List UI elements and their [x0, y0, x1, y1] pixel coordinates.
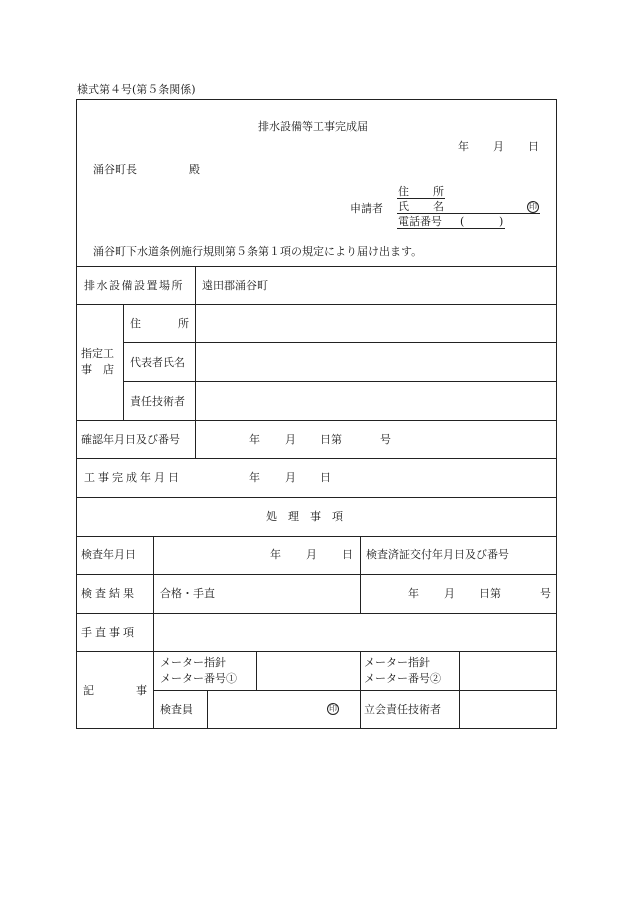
address-label-2: 所: [433, 185, 444, 198]
rework-label: 手直事項: [81, 626, 137, 639]
name-label-2: 名: [433, 200, 444, 213]
row-divider: [76, 458, 557, 459]
inspection-date-label: 検査年月日: [81, 548, 136, 561]
phone-paren-close: ): [499, 215, 504, 228]
row-divider: [123, 342, 557, 343]
col-divider: [195, 304, 196, 458]
location-label: 排水設備設置場所: [84, 279, 184, 292]
address-underline: [397, 198, 445, 199]
result-number: 号: [540, 587, 551, 600]
completion-year: 年: [249, 471, 260, 484]
contractor-address-label-2: 所: [178, 317, 189, 330]
inspection-result-label: 検査結果: [81, 587, 137, 600]
notes-label-2: 事: [136, 684, 147, 697]
confirmation-year: 年: [249, 433, 260, 446]
col-divider: [123, 304, 124, 420]
form-number: 様式第４号(第５条関係): [77, 83, 196, 96]
applicant-seal-icon: 印: [529, 202, 537, 211]
applicant-label: 申請者: [350, 202, 383, 215]
row-divider: [76, 266, 557, 267]
completion-day: 日: [320, 471, 331, 484]
row-divider: [76, 651, 557, 652]
date-day-label: 日: [528, 140, 539, 153]
phone-label: 電話番号: [398, 215, 442, 228]
phone-paren-open: (: [460, 215, 465, 228]
col-divider: [153, 613, 154, 729]
inspection-month: 月: [306, 548, 317, 561]
meter-label-2b: メーター番号②: [364, 672, 441, 685]
row-divider: [76, 497, 557, 498]
contractor-address-label-1: 住: [130, 317, 141, 330]
declaration-text: 涌谷町下水道条例施行規則第５条第１項の規定により届け出ます。: [93, 245, 423, 258]
row-divider: [76, 574, 557, 575]
confirmation-number: 号: [380, 433, 391, 446]
col-divider: [360, 536, 361, 613]
confirmation-label: 確認年月日及び番号: [81, 433, 180, 446]
date-year-label: 年: [458, 140, 469, 153]
meter-label-2a: メーター指針: [364, 656, 430, 669]
row-divider: [76, 420, 557, 421]
col-divider: [360, 651, 361, 729]
row-divider: [76, 304, 557, 305]
processing-header: 処 理 事 項: [266, 510, 343, 523]
representative-label: 代表者氏名: [130, 356, 185, 369]
completion-label: 工事完成年月日: [84, 471, 182, 484]
inspector-seal-icon: 印: [329, 704, 337, 713]
form-title: 排水設備等工事完成届: [258, 120, 368, 133]
address-label-1: 住: [398, 185, 409, 198]
inspector-label: 検査員: [160, 703, 193, 716]
completion-month: 月: [285, 471, 296, 484]
notes-label-1: 記: [83, 684, 94, 697]
row-divider: [153, 690, 557, 691]
addressee-honorific: 殿: [189, 163, 200, 176]
col-divider: [195, 266, 196, 304]
row-divider: [76, 536, 557, 537]
certificate-label: 検査済証交付年月日及び番号: [366, 548, 509, 561]
date-month-label: 月: [493, 140, 504, 153]
addressee-name: 涌谷町長: [93, 163, 137, 176]
confirmation-day-no: 日第: [320, 433, 342, 446]
result-day-no: 日第: [479, 587, 501, 600]
col-divider: [459, 651, 460, 729]
inspection-result-value: 合格・手直: [160, 587, 215, 600]
name-underline: [397, 213, 540, 214]
name-label-1: 氏: [398, 200, 409, 213]
confirmation-month: 月: [285, 433, 296, 446]
col-divider: [256, 651, 257, 690]
meter-label-1b: メーター番号①: [160, 672, 237, 685]
form-frame: [76, 99, 557, 729]
col-divider: [207, 690, 208, 729]
location-value: 遠田郡涌谷町: [202, 279, 268, 292]
row-divider: [123, 381, 557, 382]
inspection-year: 年: [270, 548, 281, 561]
col-divider: [153, 536, 154, 613]
phone-underline: [397, 228, 505, 229]
engineer-label: 責任技術者: [130, 395, 185, 408]
witness-label: 立会責任技術者: [364, 703, 441, 716]
contractor-label-line2: 事 店: [81, 363, 114, 376]
contractor-label-line1: 指定工: [81, 347, 114, 360]
meter-label-1a: メーター指針: [160, 656, 226, 669]
inspection-day: 日: [342, 548, 353, 561]
result-month: 月: [444, 587, 455, 600]
result-year: 年: [408, 587, 419, 600]
row-divider: [76, 613, 557, 614]
